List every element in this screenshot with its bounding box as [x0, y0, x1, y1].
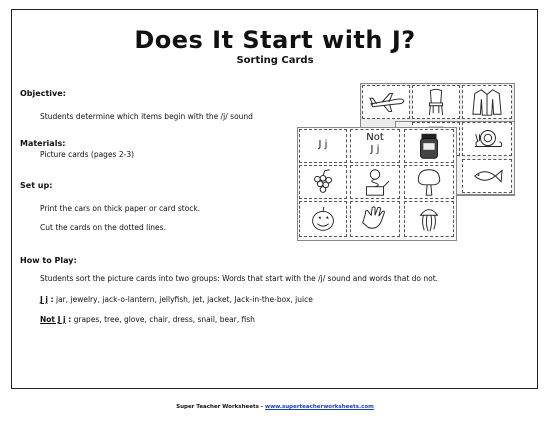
not-j-sort-card-line-1: Not — [366, 132, 384, 143]
glove-card — [350, 201, 400, 237]
glove-icon — [351, 202, 399, 236]
jar-front-card — [404, 129, 454, 163]
jacket-card — [462, 85, 512, 119]
jet-icon — [363, 86, 409, 118]
j-words-list: jar, jewelry, jack-o-lantern, jellyfish, jet, jacket, Jack-in-the-box, juice — [53, 295, 313, 304]
not-j-words-line — [40, 315, 255, 324]
setup-heading: Set up: — [20, 181, 53, 190]
grapes-icon — [300, 166, 346, 198]
setup-line-1: Print the cars on thick paper or card stock. — [40, 204, 201, 213]
j-words-line — [40, 295, 313, 304]
chair-icon — [413, 86, 459, 118]
tree-card — [404, 165, 454, 199]
not-j-sort-card — [350, 129, 400, 163]
jack-in-the-box-card — [350, 165, 400, 199]
jar-icon — [405, 130, 453, 162]
not-j-words-label: Not J j — [40, 315, 66, 324]
setup-line-2: Cut the cards on the dotted lines. — [40, 223, 166, 232]
jack-o-lantern-card — [299, 201, 347, 237]
not-j-words-separator: : — [65, 315, 72, 324]
snail-card — [462, 122, 512, 156]
footer-link[interactable]: www.superteacherworksheets.com — [264, 404, 374, 410]
j-words-label: J j — [40, 295, 48, 304]
fish-icon — [463, 160, 511, 192]
materials-text: Picture cards (pages 2-3) — [40, 150, 135, 159]
footer-brand: Super Teacher Worksheets - — [176, 404, 265, 410]
jellyfish-icon — [405, 202, 453, 236]
jet-card — [362, 85, 410, 119]
jack-o-lantern-icon — [300, 202, 346, 236]
chair-card — [412, 85, 460, 119]
j-words-separator: : — [47, 295, 54, 304]
page-subtitle: Sorting Cards — [236, 55, 314, 66]
not-j-words-list: grapes, tree, glove, chair, dress, snail, bear, fish — [71, 315, 255, 324]
j-sort-card-label: J j — [318, 139, 328, 150]
jacket-icon — [463, 86, 511, 118]
materials-heading: Materials: — [20, 139, 66, 148]
worksheet-border — [11, 9, 538, 389]
tree-icon — [405, 166, 453, 198]
j-sort-card — [299, 129, 347, 163]
page-title: Does It Start with J? — [134, 26, 416, 54]
objective-heading: Objective: — [20, 89, 66, 98]
fish-card — [462, 159, 512, 193]
not-j-sort-card-line-2: J j — [370, 144, 380, 155]
how-to-play-heading: How to Play: — [20, 256, 77, 265]
jack-in-the-box-icon — [351, 166, 399, 198]
objective-text: Students determine which items begin with the /j/ sound — [40, 112, 253, 121]
grapes-card — [299, 165, 347, 199]
how-to-play-text: Students sort the picture cards into two groups: Words that start with the /j/ sound and words that do not. — [40, 274, 439, 283]
snail-icon — [463, 123, 511, 155]
jellyfish-card — [404, 201, 454, 237]
footer — [0, 404, 550, 410]
